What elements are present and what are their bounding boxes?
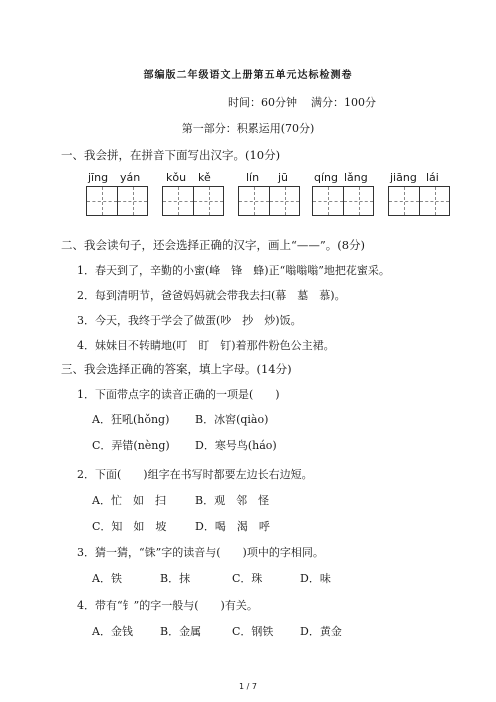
q4-stem: 4．带有“钅”的字一般与( )有关。 bbox=[77, 599, 258, 612]
pinyin-7: qíng bbox=[314, 171, 338, 184]
pinyin-9: jiāng bbox=[390, 171, 417, 184]
q2-option-c: C．知 如 坡 bbox=[92, 520, 167, 533]
part-heading: 第一部分：积累运用(70分) bbox=[181, 122, 315, 135]
q1-option-b: B．冰窖(qiào) bbox=[195, 413, 269, 426]
q4-option-a: A．金钱 bbox=[92, 625, 133, 638]
pinyin-1: jīng bbox=[88, 171, 109, 184]
q3-option-d: D．味 bbox=[300, 572, 331, 585]
pinyin-4: kě bbox=[198, 171, 211, 184]
writing-box-5[interactable] bbox=[388, 186, 450, 216]
full-score: 满分：100分 bbox=[311, 96, 376, 109]
q1-option-a: A．狂吼(hǒng) bbox=[92, 413, 170, 426]
pinyin-2: yán bbox=[120, 171, 141, 184]
q3-option-a: A．铁 bbox=[92, 572, 122, 585]
section2-item-3: 3．今天，我终于学会了做蛋(吵 抄 炒)饭。 bbox=[77, 314, 302, 327]
q2-option-d: D．喝 渴 呼 bbox=[195, 520, 270, 533]
writing-box-4[interactable] bbox=[312, 186, 374, 216]
pinyin-8: lǎng bbox=[344, 171, 368, 184]
writing-box-2[interactable] bbox=[162, 186, 224, 216]
q1-option-c: C．弄错(nèng) bbox=[92, 439, 170, 452]
exam-meta bbox=[228, 94, 390, 110]
writing-box-1[interactable] bbox=[86, 186, 148, 216]
q1-option-d: D．寒号鸟(háo) bbox=[195, 439, 277, 452]
q2-option-b: B．观 邻 怪 bbox=[195, 494, 270, 507]
q4-option-d: D．黄金 bbox=[300, 625, 342, 638]
q4-option-b: B．金属 bbox=[160, 625, 202, 638]
pinyin-6: jū bbox=[278, 171, 289, 184]
section2-item-2: 2．每到清明节，爸爸妈妈就会带我去扫(幕 墓 慕)。 bbox=[77, 289, 346, 302]
time-limit: 时间：60分钟 bbox=[228, 96, 297, 109]
q2-option-a: A．忙 如 扫 bbox=[92, 494, 166, 507]
section1-heading: 一、我会拼，在拼音下面写出汉字。(10分) bbox=[61, 148, 281, 162]
writing-box-3[interactable] bbox=[238, 186, 300, 216]
pinyin-5: lín bbox=[246, 171, 260, 184]
pinyin-3: kǒu bbox=[166, 171, 187, 184]
section2-item-1: 1．春天到了，辛勤的小蜜(峰 锋 蜂)正“嗡嗡嗡”地把花蜜采。 bbox=[77, 264, 390, 277]
q3-option-c: C．珠 bbox=[232, 572, 263, 585]
q1-stem: 1．下面带点字的读音正确的一项是( ) bbox=[77, 388, 280, 401]
page-title: 部编版二年级语文上册第五单元达标检测卷 bbox=[143, 70, 353, 81]
page-number: 1 / 7 bbox=[239, 682, 257, 691]
section2-heading: 二、我会读句子，还会选择正确的汉字，画上“——”。(8分) bbox=[61, 238, 366, 252]
q3-stem: 3．猜一猜，“铢”字的读音与( )项中的字相同。 bbox=[77, 546, 324, 559]
section2-item-4: 4．妹妹目不转睛地(叮 盯 钉)着那件粉色公主裙。 bbox=[77, 339, 335, 352]
q4-option-c: C．钢铁 bbox=[232, 625, 274, 638]
pinyin-10: lái bbox=[426, 171, 439, 184]
q3-option-b: B．抹 bbox=[160, 572, 191, 585]
section3-heading: 三、我会选择正确的答案，填上字母。(14分) bbox=[61, 362, 292, 376]
q2-stem: 2．下面( )组字在书写时都要左边长右边短。 bbox=[77, 468, 313, 481]
